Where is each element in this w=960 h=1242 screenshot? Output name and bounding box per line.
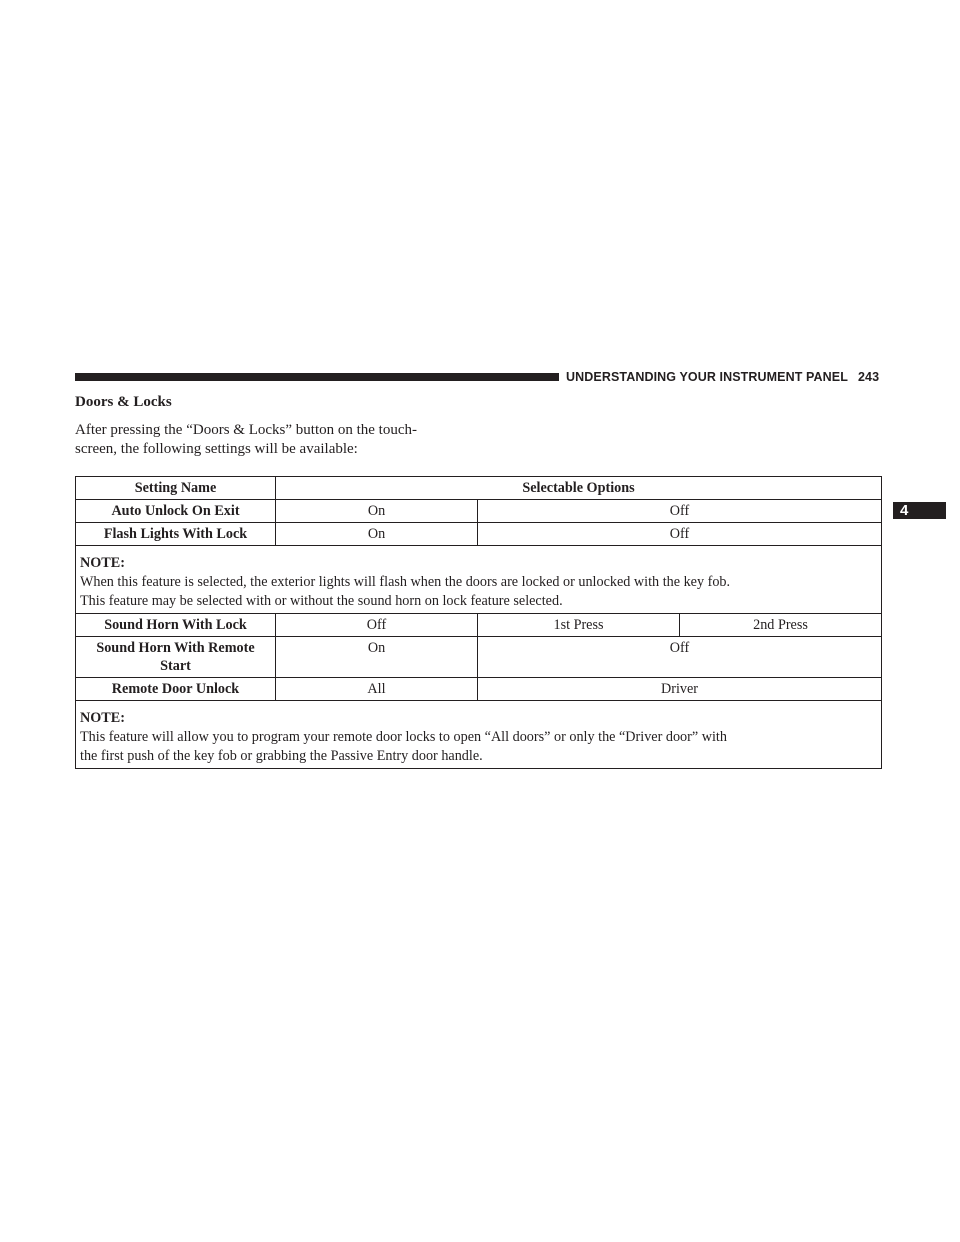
table-row [76, 678, 882, 701]
option-value: Off [478, 637, 882, 678]
header-rule [75, 373, 559, 381]
option-value: All [276, 678, 478, 701]
note-cell [76, 546, 882, 614]
note-text-line-2: This feature may be selected with or without the sound horn on lock feature selected. [80, 593, 563, 609]
header-title: UNDERSTANDING YOUR INSTRUMENT PANEL [566, 370, 848, 384]
option-value: 1st Press [478, 614, 680, 637]
section-title: Doors & Locks [75, 394, 172, 410]
table-header-row [76, 477, 882, 500]
note-row [76, 701, 882, 769]
setting-name: Remote Door Unlock [76, 678, 276, 701]
option-value: Off [478, 500, 882, 523]
note-label: NOTE: [80, 555, 125, 571]
option-value: On [276, 523, 478, 546]
chapter-tab-number: 4 [900, 502, 909, 519]
running-header [566, 370, 879, 384]
col-header-setting: Setting Name [76, 477, 276, 500]
setting-name: Sound Horn With Lock [76, 614, 276, 637]
setting-name [76, 637, 276, 678]
setting-name: Auto Unlock On Exit [76, 500, 276, 523]
option-value: Off [276, 614, 478, 637]
intro-line-2: screen, the following settings will be available: [75, 441, 358, 457]
intro-line-1: After pressing the “Doors & Locks” button on the touch- [75, 422, 418, 438]
note-label: NOTE: [80, 710, 125, 726]
setting-name: Flash Lights With Lock [76, 523, 276, 546]
table-row [76, 637, 882, 678]
option-value: Off [478, 523, 882, 546]
table-row [76, 500, 882, 523]
option-value: On [276, 500, 478, 523]
note-text-line-1: This feature will allow you to program your remote door locks to open “All doors” or only the “Driver door” with [80, 729, 727, 745]
note-cell [76, 701, 882, 769]
chapter-tab [893, 502, 946, 519]
col-header-options: Selectable Options [276, 477, 882, 500]
note-text-line-1: When this feature is selected, the exterior lights will flash when the doors are locked or unlocked with the key fob. [80, 574, 731, 590]
option-value: 2nd Press [680, 614, 882, 637]
table-row [76, 614, 882, 637]
note-text-line-2: the first push of the key fob or grabbing the Passive Entry door handle. [80, 748, 483, 764]
setting-name-line-1: Sound Horn With Remote [96, 640, 255, 656]
settings-table [75, 476, 882, 769]
table-row [76, 523, 882, 546]
note-row [76, 546, 882, 614]
setting-name-line-2: Start [160, 658, 191, 674]
option-value: On [276, 637, 478, 678]
option-value: Driver [478, 678, 882, 701]
intro-paragraph [75, 421, 475, 459]
page-number: 243 [857, 370, 880, 384]
